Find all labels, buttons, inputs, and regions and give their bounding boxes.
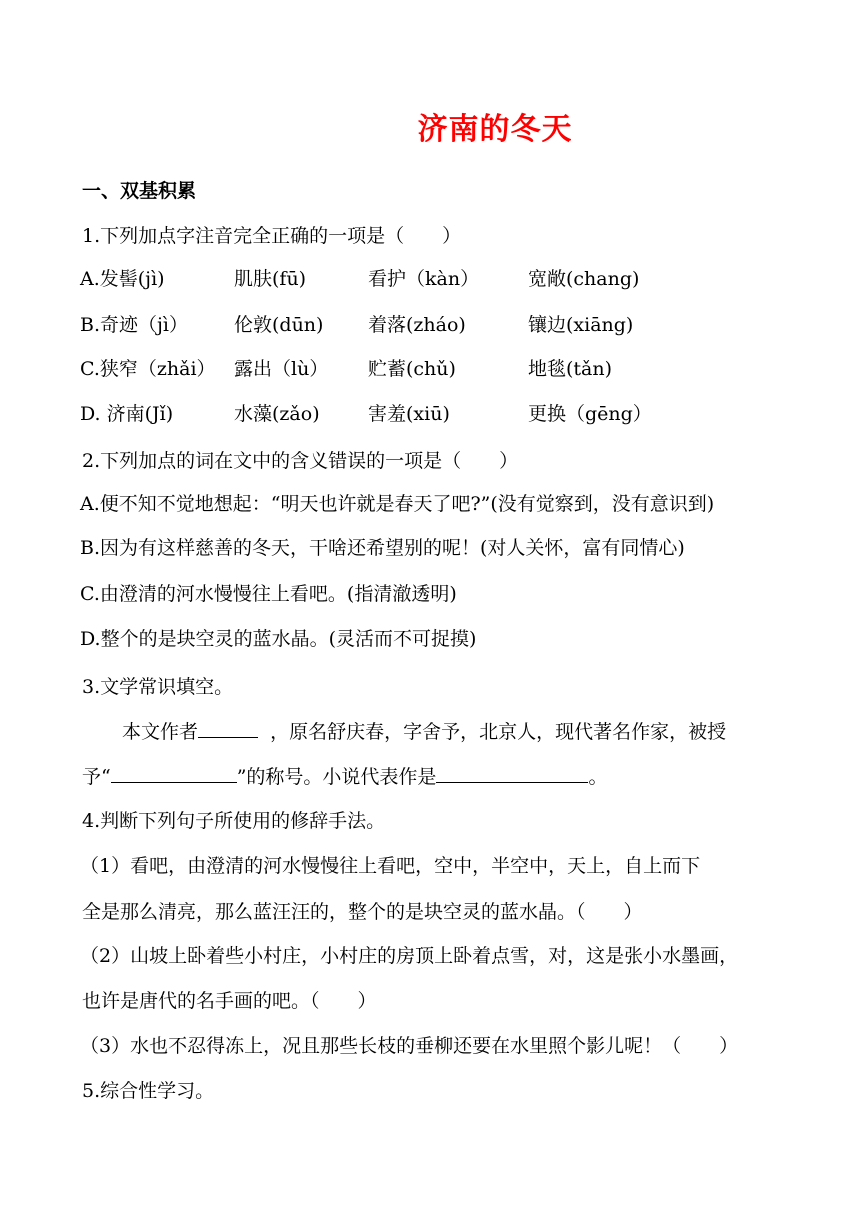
q4-sentence-2a: （2）山坡上卧着些小村庄，小村庄的房顶上卧着点雪，对，这是张小水墨画， [80, 945, 739, 967]
q1-option-d-3: 害羞(xiū) [368, 403, 450, 425]
q3-text-author: 本文作者 [122, 721, 199, 743]
page-title: 济南的冬天 [417, 112, 573, 147]
q3-text-title-open: 予“ [82, 766, 111, 788]
q4-stem: 4.判断下列句子所使用的修辞手法。 [82, 810, 386, 832]
q3-text-novel: ”的称号。小说代表作是 [236, 766, 437, 788]
q4-sentence-2b: 也许是唐代的名手画的吧。（ ） [82, 990, 377, 1012]
title-blank[interactable] [111, 764, 237, 783]
q3-line-2 [82, 762, 607, 789]
q4-sentence-1b: 全是那么清亮，那么蓝汪汪的，整个的是块空灵的蓝水晶。（ ） [82, 901, 643, 923]
q1-option-d-2: 水藻(zǎo) [234, 403, 320, 425]
q1-option-a-1: A.发髻(jì) [80, 268, 165, 290]
q1-option-a-3: 看护（kàn） [368, 268, 480, 290]
q1-option-b-3: 着落(zháo) [368, 314, 466, 336]
q1-option-c-3: 贮蓄(chǔ) [368, 358, 456, 380]
author-blank[interactable] [198, 719, 258, 738]
q3-line-1 [122, 717, 726, 744]
q1-option-a-2: 肌肤(fū) [234, 268, 307, 290]
q2-option-c: C.由澄清的河水慢慢往上看吧。(指清澈透明) [80, 583, 457, 605]
q4-sentence-1a: （1）看吧，由澄清的河水慢慢往上看吧，空中，半空中，天上，自上而下 [80, 855, 701, 877]
q3-stem: 3.文学常识填空。 [82, 676, 234, 698]
novel-blank[interactable] [436, 764, 588, 783]
q2-option-d: D.整个的是块空灵的蓝水晶。(灵活而不可捉摸) [80, 628, 477, 650]
q5-stem: 5.综合性学习。 [82, 1080, 215, 1102]
q1-stem: 1.下列加点字注音完全正确的一项是（ ） [82, 225, 462, 247]
q2-stem: 2.下列加点的词在文中的含义错误的一项是（ ） [82, 450, 519, 472]
q1-option-d-4: 更换（gēng） [528, 403, 652, 425]
q1-option-b-4: 镶边(xiāng) [528, 314, 634, 336]
q1-option-b-1: B.奇迹（jì） [80, 314, 188, 336]
q1-option-b-2: 伦敦(dūn) [234, 314, 324, 336]
q4-sentence-3: （3）水也不忍得冻上，况且那些长枝的垂柳还要在水里照个影儿呢！（ ） [80, 1035, 739, 1057]
section-heading: 一、双基积累 [82, 180, 197, 202]
q3-text-bio: ，原名舒庆春，字舍予，北京人，现代著名作家，被授 [270, 721, 727, 743]
q1-option-d-1: D. 济南(Jǐ) [80, 403, 174, 425]
q2-option-b: B.因为有这样慈善的冬天，干啥还希望别的呢！(对人关怀，富有同情心) [80, 537, 685, 559]
q3-text-end: 。 [588, 766, 608, 788]
q1-option-c-1: C.狭窄（zhǎi） [80, 358, 216, 380]
q2-option-a: A.便不知不觉地想起：“明天也许就是春天了吧?”(没有觉察到，没有意识到) [80, 493, 715, 515]
q1-option-a-4: 宽敞(chang) [528, 268, 640, 290]
q1-option-c-2: 露出（lù） [234, 358, 329, 380]
q1-option-c-4: 地毯(tǎn) [528, 358, 613, 380]
